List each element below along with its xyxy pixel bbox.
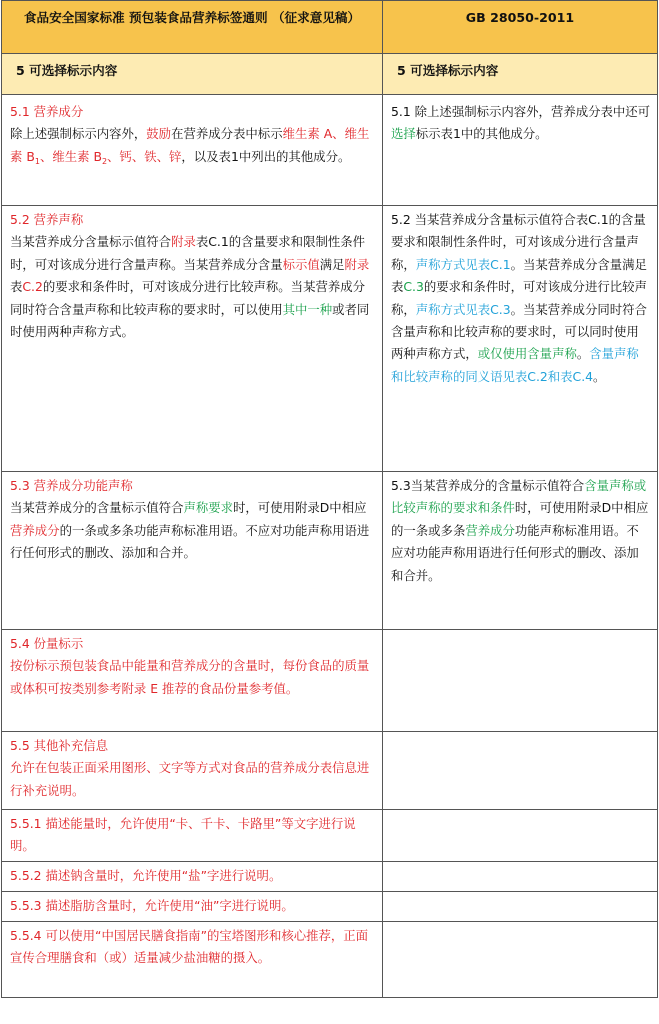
highlight-green: 选择 xyxy=(391,126,416,142)
cell-5-1-left xyxy=(2,95,383,206)
subscript: 2 xyxy=(101,156,108,166)
clause-text: 或者同时使用两种声称方式。 xyxy=(10,301,370,340)
comparison-table xyxy=(1,0,658,998)
clause-title: 5.5 其他补充信息 xyxy=(10,738,108,753)
clause-text: 5.1 除上述强制标示内容外，营养成分表中还可 xyxy=(391,104,651,119)
clause-text: 在营养成分表中标示 xyxy=(171,126,283,142)
row-5-2 xyxy=(2,206,658,472)
clause-text: 时，可使用附录D中相应 xyxy=(233,500,367,516)
clause-text: 的一条或多条功能声称标准用语。不应对功能声称用语进行任何形式的删改、添加和合并。 xyxy=(10,522,370,561)
cell-5-5-4-left: 5.5.4 可以使用“中国居民膳食指南”的宝塔图形和核心推荐，正面宣传合理膳食和（或）适量减少盐油糖的摄入。 xyxy=(2,922,383,998)
highlight-green: 或仅使用含量声称 xyxy=(477,346,577,362)
clause-text: ，以及表1中列出的其他成分。 xyxy=(181,148,351,164)
cell-5-5-3-left: 5.5.3 描述脂肪含量时，允许使用“油”字进行说明。 xyxy=(2,892,383,922)
highlight-green: 其中一种 xyxy=(282,301,333,317)
row-5-4 xyxy=(2,630,658,732)
highlight-blue: 含量声称和比较声称的同义语见表C.2和表C.4 xyxy=(391,346,639,384)
row-5-5-4 xyxy=(2,922,658,998)
cell-5-3-left xyxy=(2,472,383,630)
row-5-5-2 xyxy=(2,862,658,892)
subscript: 1 xyxy=(34,156,40,166)
clause-text: 。 xyxy=(593,368,606,384)
highlight-green: 声称要求 xyxy=(183,500,234,516)
cell-5-5-2-left: 5.5.2 描述钠含量时，允许使用“盐”字进行说明。 xyxy=(2,862,383,892)
clause-text: 的要求和条件时，可对该成分进行比较声称， xyxy=(391,279,647,317)
highlight-blue: 声称方式见表C.1 xyxy=(415,256,511,272)
section-left: 5 可选择标示内容 xyxy=(2,54,383,95)
cell-5-2-left xyxy=(2,206,383,472)
cell-5-4-right xyxy=(383,630,658,732)
clause-text: 的要求和条件时，可对该成分进行比较声称。当某营养成分同时符合含量声称和比较声称的要求时，可以使用 xyxy=(10,279,366,317)
highlight-red: 营养成分 xyxy=(10,522,60,538)
row-5-5-3 xyxy=(2,892,658,922)
clause-text: 5.2 当某营养成分含量标示值符合表C.1的含量要求和限制性条件时，可对该成分进行含量声称， xyxy=(391,212,646,272)
section-right: 5 可选择标示内容 xyxy=(383,54,658,95)
clause-text: 时，可使用附录D中相应的一条或多条 xyxy=(391,500,649,538)
header-row xyxy=(2,1,658,54)
clause-text: 。当某营养成分同时符合含量声称和比较声称的要求时，可以同时使用两种声称方式， xyxy=(391,301,647,362)
section-row xyxy=(2,54,658,95)
cell-5-5-3-right xyxy=(383,892,658,922)
highlight-blue: 声称方式见表C.3 xyxy=(415,301,511,317)
cell-5-5-2-right xyxy=(383,862,658,892)
highlight-red: 维生素 A、维生素 B xyxy=(10,126,370,164)
highlight-red: 、钙、铁、锌 xyxy=(107,148,182,164)
highlight-red: 、维生素 B xyxy=(39,148,102,164)
clause-text: 标示表1中的其他成分。 xyxy=(415,126,548,142)
cell-5-1-right xyxy=(383,95,658,206)
highlight-red: 鼓励 xyxy=(146,126,172,142)
clause-title: 5.2 营养声称 xyxy=(10,212,84,227)
highlight-red: C.2 xyxy=(22,279,43,295)
row-5-3 xyxy=(2,472,658,630)
cell-5-2-right xyxy=(383,206,658,472)
highlight-red: 附录 xyxy=(171,234,196,250)
clause-text-red: 允许在包装正面采用图形、文字等方式对食品的营养成分表信息进行补充说明。 xyxy=(10,760,370,798)
row-5-1 xyxy=(2,95,658,206)
clause-text: 5.3当某营养成分的含量标示值符合 xyxy=(391,478,585,493)
row-5-5 xyxy=(2,732,658,810)
header-right: GB 28050-2011 xyxy=(383,1,658,54)
cell-5-5-left xyxy=(2,732,383,810)
cell-5-5-right xyxy=(383,732,658,810)
clause-title: 5.3 营养成分功能声称 xyxy=(10,478,133,493)
row-5-5-1 xyxy=(2,810,658,862)
cell-5-5-4-right xyxy=(383,922,658,998)
highlight-red: 附录 xyxy=(344,256,370,272)
highlight-green: 含量声称或比较声称的要求和条件 xyxy=(391,478,647,516)
cell-5-4-left xyxy=(2,630,383,732)
cell-5-5-1-left: 5.5.1 描述能量时，允许使用“卡、千卡、卡路里”等文字进行说明。 xyxy=(2,810,383,862)
cell-5-5-1-right xyxy=(383,810,658,862)
clause-text: 。 xyxy=(576,346,590,362)
clause-title: 5.1 营养成分 xyxy=(10,104,84,119)
clause-text-red: 按份标示预包装食品中能量和营养成分的含量时，每份食品的质量或体积可按类别参考附录 E 推荐的食品份量参考值。 xyxy=(10,658,370,696)
clause-text: 满足 xyxy=(319,256,345,272)
clause-text: 当某营养成分的含量标示值符合 xyxy=(10,500,184,516)
clause-text: 表 xyxy=(10,279,23,295)
clause-text: 表C.1的含量要求和限制性条件时，可对该成分进行含量声称。当某营养成分含量 xyxy=(10,234,366,272)
header-left: 食品安全国家标准 预包装食品营养标签通则 （征求意见稿） xyxy=(2,1,383,54)
highlight-red: 标示值 xyxy=(282,256,320,272)
clause-text: 当某营养成分含量标示值符合 xyxy=(10,234,172,250)
clause-text: 除上述强制标示内容外， xyxy=(10,126,147,142)
cell-5-3-right xyxy=(383,472,658,630)
highlight-green: C.3 xyxy=(403,279,424,295)
clause-text: 。当某营养成分含量满足表 xyxy=(391,256,647,295)
clause-title: 5.4 份量标示 xyxy=(10,636,84,651)
highlight-green: 营养成分 xyxy=(465,522,515,538)
clause-text: 功能声称标准用语。不应对功能声称用语进行任何形式的删改、添加和合并。 xyxy=(391,522,639,583)
